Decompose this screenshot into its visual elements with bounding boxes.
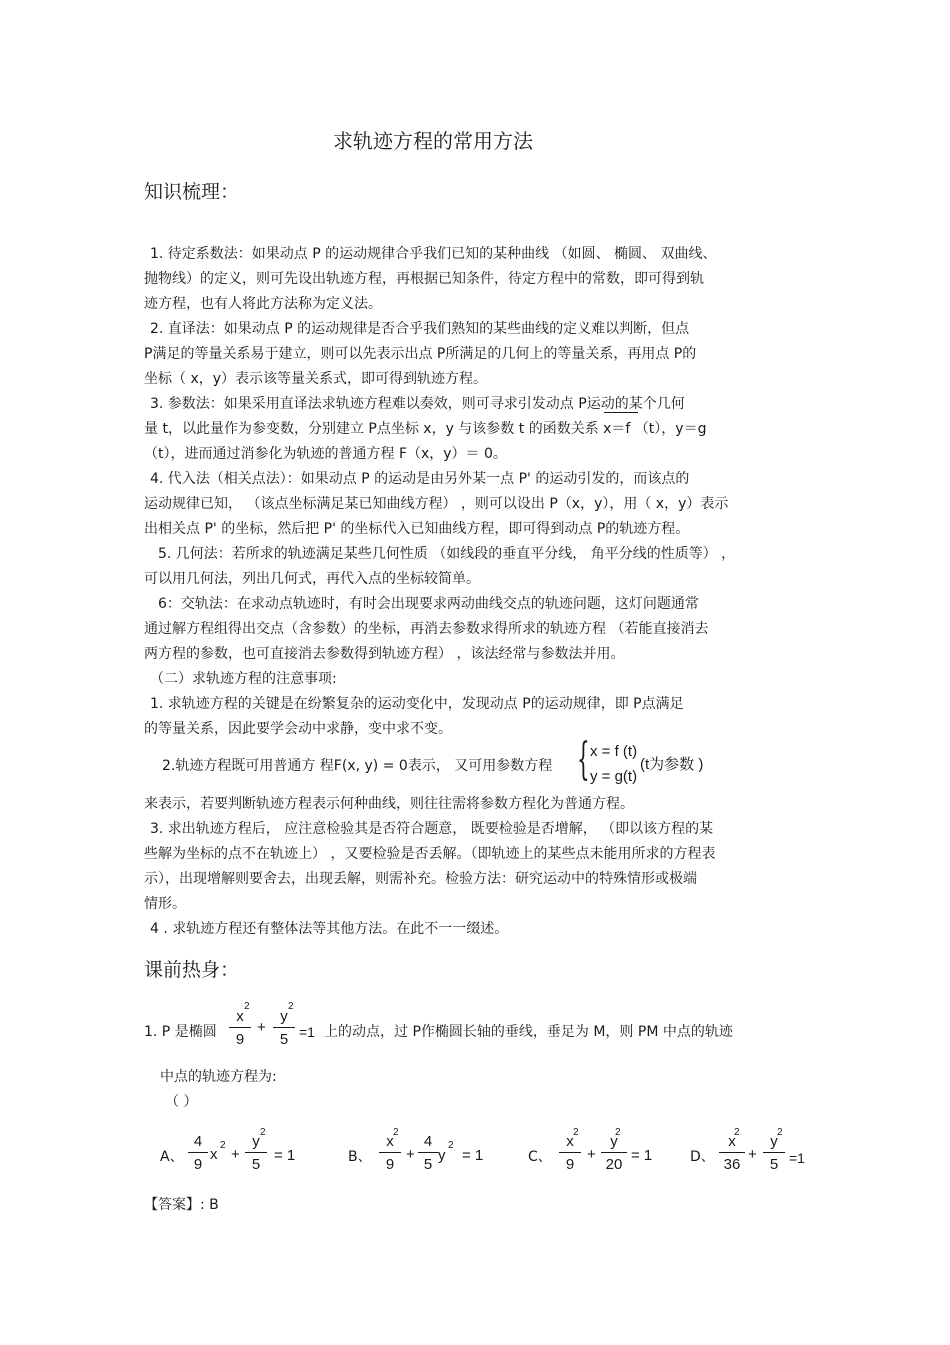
option-d-frac2: [763, 1133, 785, 1173]
param-eq-x: x = f (t): [590, 743, 638, 760]
note3-line2: 些解为坐标的点不在轨迹上） ，又要检验是否丢解。（即轨迹上的某些点未能用所求的方程表: [144, 846, 716, 862]
denominator: 5: [279, 1031, 289, 1048]
exponent: 2: [615, 1127, 621, 1138]
note3-line4: 情形。: [144, 896, 186, 912]
section-heading-knowledge: 知识梳理：: [144, 181, 240, 203]
note4: 4 . 求轨迹方程还有整体法等其他方法。在此不一一缀述。: [150, 921, 509, 937]
note3-line3: 示），出现增解则要舍去，出现丢解，则需补充。检验方法：研究运动中的特殊情形或极端: [144, 871, 697, 887]
equals-one: = 1: [462, 1147, 484, 1164]
exponent: 2: [244, 1001, 250, 1012]
equals-one: = 1: [274, 1147, 296, 1164]
plus-sign: +: [406, 1146, 415, 1163]
denominator: 36: [723, 1156, 741, 1173]
underline-mark: [604, 412, 638, 413]
option-a-frac2: [245, 1133, 267, 1173]
numerator: x: [229, 1008, 251, 1028]
method1-line1: 1. 待定系数法：如果动点 P 的运动规律合乎我们已知的某种曲线 （如圆、 椭圆、 双曲线、: [150, 246, 717, 262]
param-note: (t为参数 ): [640, 756, 704, 773]
option-a-label[interactable]: A、: [160, 1149, 184, 1165]
option-b-frac1: [379, 1133, 401, 1173]
problem-suffix: 上的动点，过 P作椭圆长轴的垂线，垂足为 M，则 PM 中点的轨迹: [324, 1024, 733, 1040]
note1-line2: 的等量关系，因此要学会动中求静，变中求不变。: [144, 721, 452, 737]
ellipse-frac-y: [273, 1008, 295, 1048]
section-heading-warmup: 课前热身：: [144, 959, 240, 981]
param-eq-y: y = g(t): [590, 768, 638, 785]
note2-line2: 来表示，若要判断轨迹方程表示何种曲线，则往往需将参数方程化为普通方程。: [144, 796, 634, 812]
option-c-label[interactable]: C、: [528, 1149, 552, 1165]
exponent: 2: [734, 1127, 740, 1138]
denominator: 9: [565, 1156, 575, 1173]
ellipse-frac-x: [229, 1008, 251, 1048]
note2-line1: 2.轨迹方程既可用普通方 程F(x, y) = 0表示， 又可用参数方程: [162, 758, 553, 774]
exponent: 2: [260, 1127, 266, 1138]
denominator: 9: [385, 1156, 395, 1173]
method2-line1: 2. 直译法：如果动点 P 的运动规律是否合乎我们熟知的某些曲线的定义难以判断，但点: [150, 321, 690, 337]
numerator: y: [601, 1133, 627, 1153]
method2-line3: 坐标（ x，y）表示该等量关系式，即可得到轨迹方程。: [144, 371, 488, 387]
method1-line3: 迹方程，也有人将此方法称为定义法。: [144, 296, 382, 312]
exponent: 2: [393, 1127, 399, 1138]
method3-line3: （t），进而通过消参化为轨迹的普通方程 F（x，y）＝ 0。: [144, 446, 507, 462]
denominator: 20: [605, 1156, 623, 1173]
part2-title: （二）求轨迹方程的注意事项:: [150, 671, 337, 687]
page-title: 求轨迹方程的常用方法: [333, 129, 533, 153]
plus-sign: +: [587, 1146, 596, 1163]
left-brace: {: [577, 734, 590, 785]
option-a-var: x: [210, 1146, 218, 1163]
numerator: x: [379, 1133, 401, 1153]
exponent: 2: [288, 1001, 294, 1012]
exponent: 2: [777, 1127, 783, 1138]
denominator: 5: [251, 1156, 261, 1173]
method1-line2: 抛物线）的定义，则可先设出轨迹方程，再根据已知条件，待定方程中的常数，即可得到轨: [144, 271, 704, 287]
method4-line1: 4. 代入法（相关点法）：如果动点 P 的运动是由另外某一点 P' 的运动引发的，而该点的: [150, 471, 690, 487]
method6-line1: 6：交轨法：在求动点轨迹时，有时会出现要求两动曲线交点的轨迹问题，这灯问题通常: [158, 596, 699, 612]
numerator: 4: [418, 1133, 438, 1153]
denominator: 5: [423, 1156, 433, 1173]
equals-one: = 1: [631, 1147, 653, 1164]
numerator: x: [559, 1133, 581, 1153]
method5-line1: 5. 几何法：若所求的轨迹满足某些几何性质 （如线段的垂直平分线， 角平分线的性质等） ，: [158, 546, 736, 562]
note1-line1: 1. 求轨迹方程的关键是在纷繁复杂的运动变化中，发现动点 P的运动规律，即 P点满足: [150, 696, 684, 712]
denominator: 9: [235, 1031, 245, 1048]
exponent: 2: [220, 1140, 226, 1151]
note3-line1: 3. 求出轨迹方程后， 应注意检验其是否符合题意， 既要检验是否增解， （即以该方程的某: [150, 821, 714, 837]
option-c-frac2: [601, 1133, 627, 1173]
option-b-frac2: [418, 1133, 438, 1173]
method4-line3: 出相关点 P' 的坐标，然后把 P' 的坐标代入已知曲线方程，即可得到动点 P的轨迹方程。: [144, 521, 690, 537]
numerator: y: [245, 1133, 267, 1153]
equals-one: =1: [789, 1150, 805, 1166]
exponent: 2: [573, 1127, 579, 1138]
option-a-frac1: [188, 1133, 208, 1173]
option-b-var: y: [438, 1147, 446, 1164]
answer-paren: （ ）: [165, 1094, 198, 1110]
option-d-label[interactable]: D、: [690, 1149, 715, 1165]
method6-line3: 两方程的参数，也可直接消去参数得到轨迹方程） ，该法经常与参数法并用。: [144, 646, 625, 662]
option-d-frac1: [719, 1133, 745, 1173]
answer: 【答案】: B: [144, 1197, 219, 1213]
method5-line2: 可以用几何法，列出几何式，再代入点的坐标较简单。: [144, 571, 480, 587]
equals-one: =1: [299, 1024, 315, 1040]
numerator: y: [763, 1133, 785, 1153]
method3-line2: 量 t，以此量作为参变数，分别建立 P点坐标 x，y 与该参数 t 的函数关系 x＝f （t），y＝g: [144, 421, 707, 437]
option-b-label[interactable]: B、: [348, 1149, 372, 1165]
denominator: 5: [769, 1156, 779, 1173]
problem-line2: 中点的轨迹方程为:: [160, 1069, 277, 1085]
plus-sign: +: [231, 1146, 240, 1163]
plus-sign: +: [748, 1146, 757, 1163]
numerator: x: [719, 1133, 745, 1153]
method3-line1: 3. 参数法：如果采用直译法求轨迹方程难以奏效，则可寻求引发动点 P运动的某个几何: [150, 396, 685, 412]
plus-sign: +: [257, 1019, 266, 1036]
numerator: 4: [188, 1133, 208, 1153]
option-c-frac1: [559, 1133, 581, 1173]
exponent: 2: [448, 1140, 454, 1151]
denominator: 9: [193, 1156, 203, 1173]
method4-line2: 运动规律已知， （该点坐标满足某已知曲线方程） ，则可以设出 P（x，y），用（ x，y）表示: [144, 496, 729, 512]
numerator: y: [273, 1008, 295, 1028]
method6-line2: 通过解方程组得出交点（含参数）的坐标，再消去参数求得所求的轨迹方程 （若能直接消去: [144, 621, 709, 637]
problem-prefix: 1. P 是椭圆: [144, 1024, 217, 1040]
method2-line2: P满足的等量关系易于建立，则可以先表示出点 P所满足的几何上的等量关系，再用点 P的: [144, 346, 697, 362]
